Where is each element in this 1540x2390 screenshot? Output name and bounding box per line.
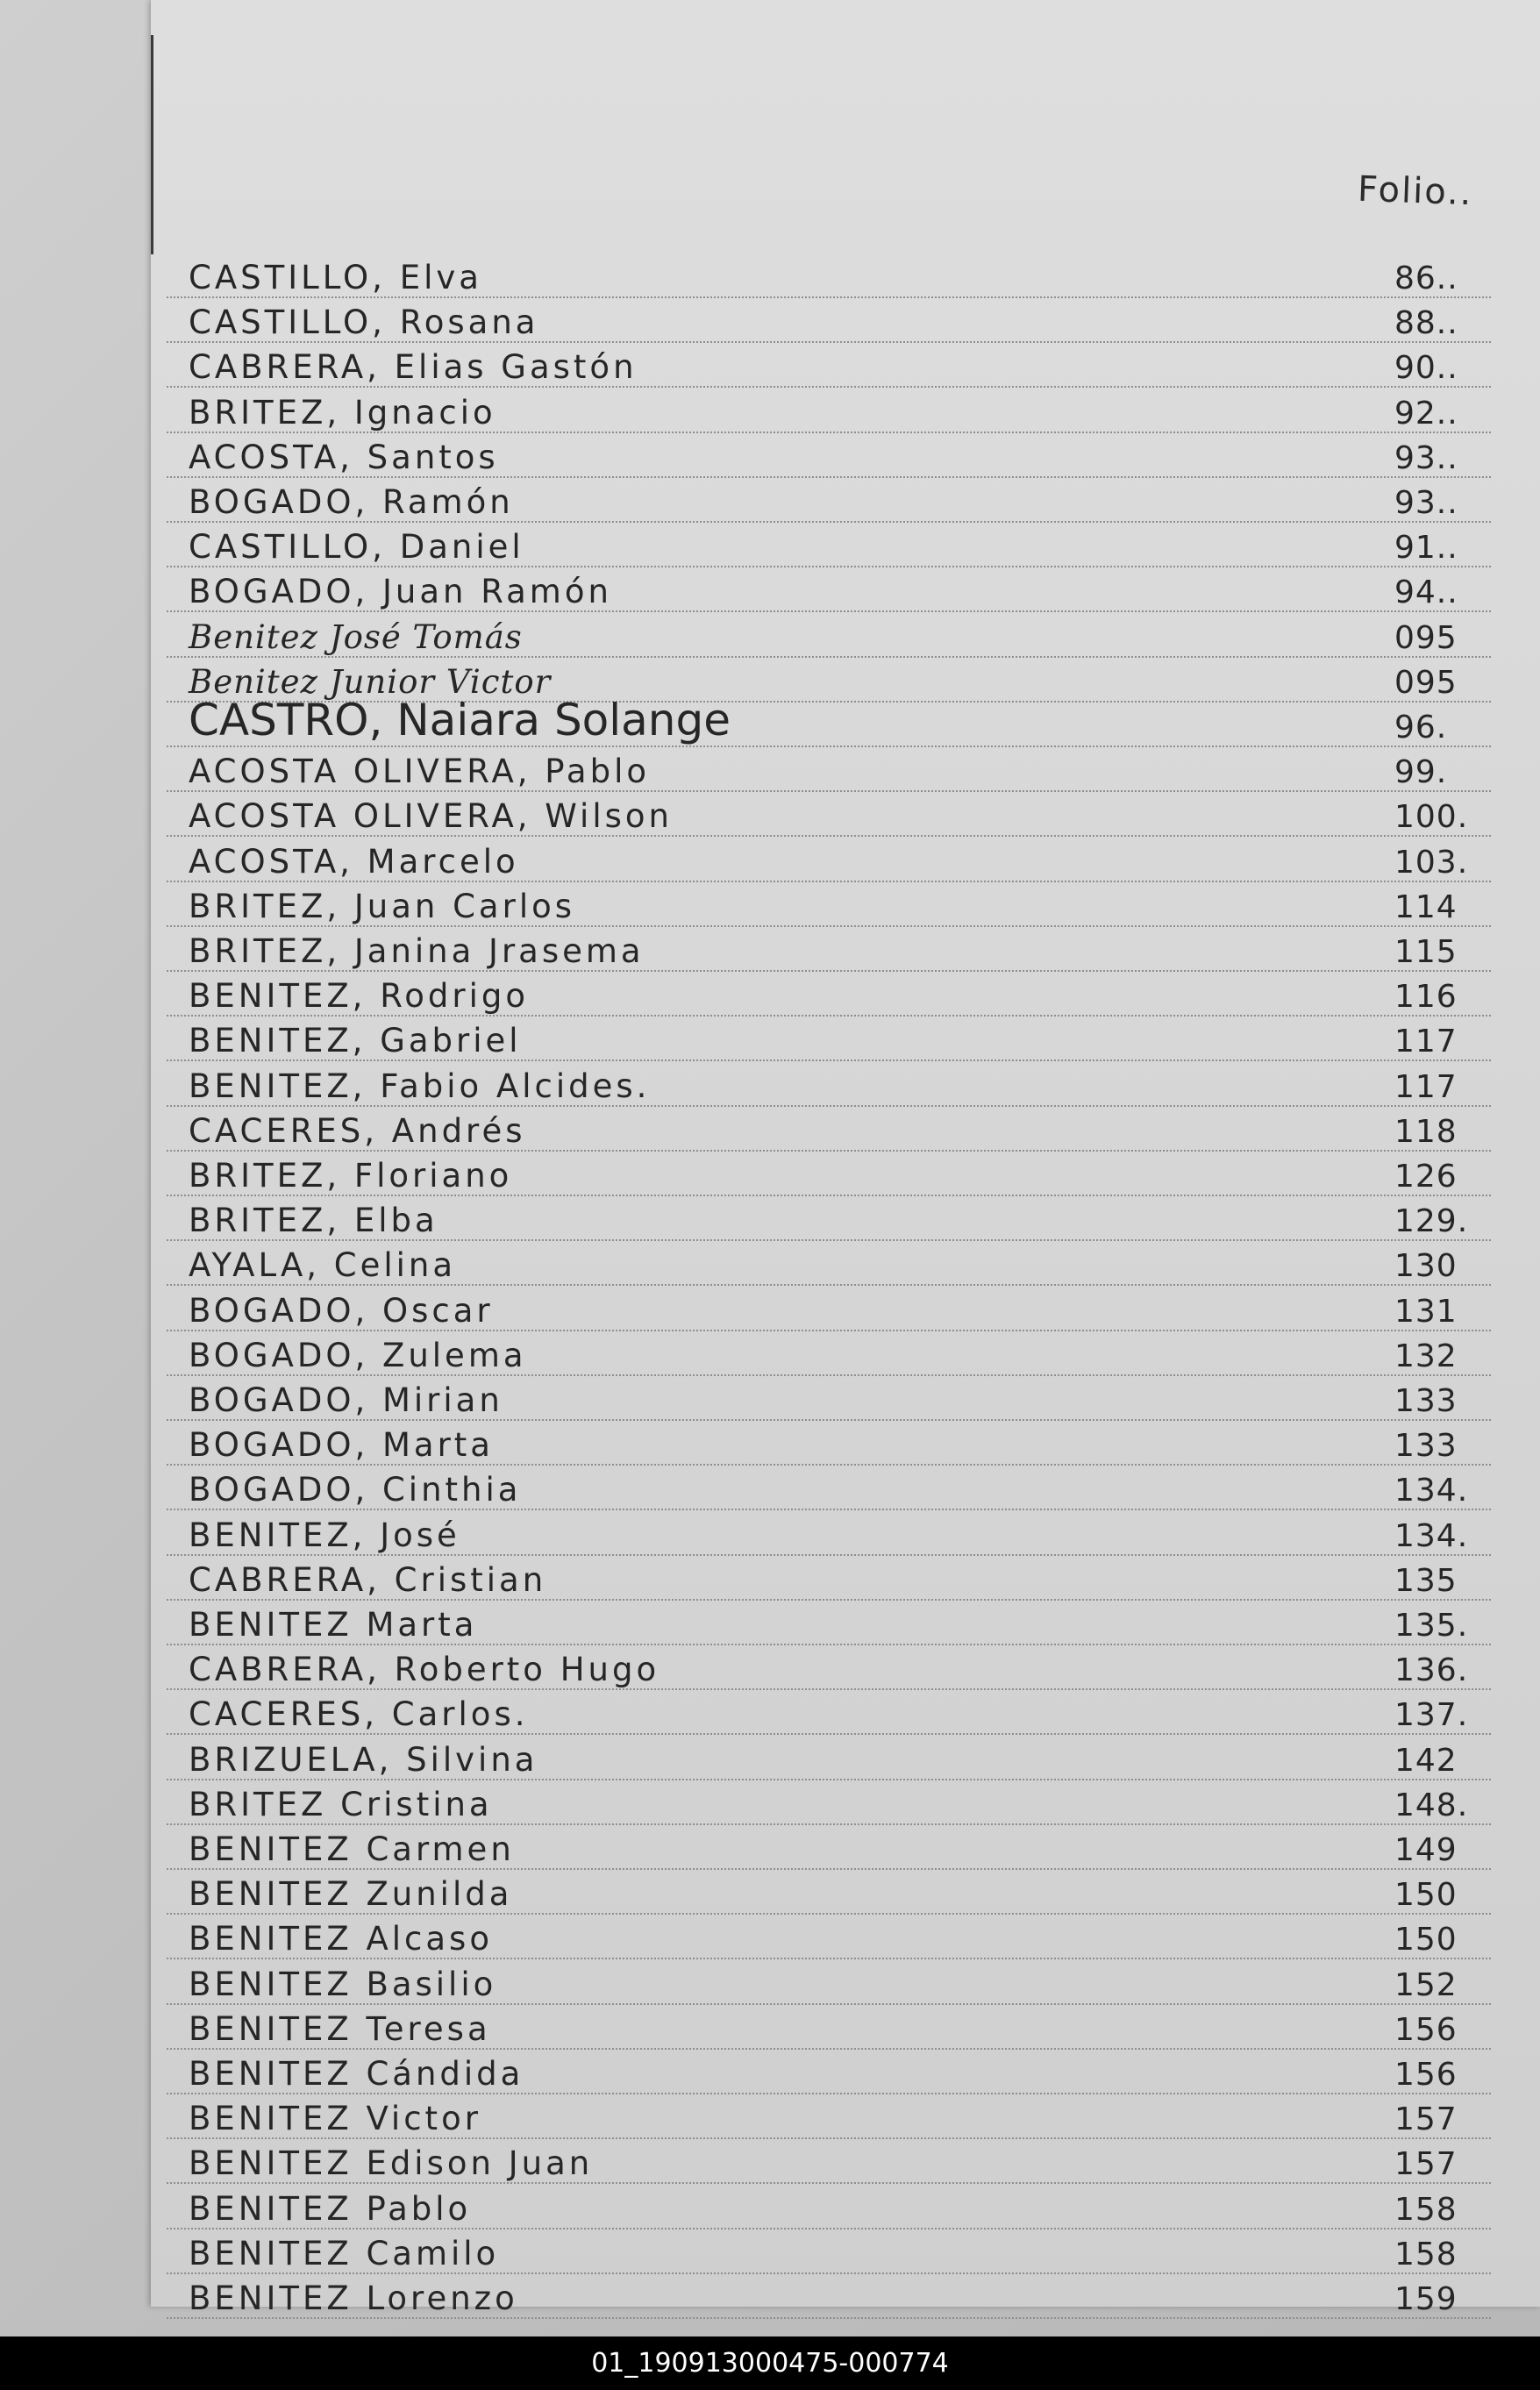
register-entry: [0, 2095, 1540, 2141]
entry-folio: 158: [1394, 2236, 1458, 2272]
entry-folio: 100.: [1394, 799, 1469, 836]
entry-name: BENITEZ Cándida: [189, 2055, 524, 2093]
entry-name: BENITEZ, Gabriel: [189, 1022, 522, 1060]
entry-name: BENITEZ Edison Juan: [189, 2144, 594, 2183]
entry-name: BRITEZ, Juan Carlos: [189, 887, 576, 925]
entry-folio: 133: [1394, 1383, 1458, 1419]
entry-folio: 114: [1394, 888, 1458, 925]
entry-folio: 157: [1394, 2101, 1458, 2138]
register-entry: [0, 1557, 1540, 1602]
entry-name: BENITEZ Alcaso: [189, 1920, 493, 1958]
register-entry: [0, 614, 1540, 660]
entry-folio: 88..: [1394, 305, 1458, 342]
entry-folio: 116: [1394, 979, 1458, 1016]
entry-name: CABRERA, Cristian: [189, 1560, 547, 1599]
entry-name: ACOSTA, Santos: [189, 438, 499, 476]
entry-name: BENITEZ, José: [189, 1516, 460, 1554]
entry-name: BENITEZ Victor: [189, 2100, 481, 2138]
entry-name: BRITEZ, Elba: [189, 1202, 438, 1240]
register-entry: [0, 2006, 1540, 2051]
entry-folio: 152: [1394, 1966, 1458, 2003]
entry-folio: 131: [1394, 1293, 1458, 1330]
entry-name: CASTILLO, Elva: [189, 259, 482, 296]
entry-name: CASTRO, Naiara Solange: [189, 695, 731, 746]
entry-folio: 91..: [1394, 530, 1458, 567]
register-entry: [0, 1961, 1540, 2007]
register-entry: [0, 2051, 1540, 2096]
entry-name: CASTILLO, Rosana: [189, 303, 539, 342]
entry-folio: 156: [1394, 2057, 1458, 2093]
entry-name: ACOSTA, Marcelo: [189, 842, 519, 881]
entry-folio: 99.: [1394, 754, 1448, 791]
entry-folio: 117: [1394, 1024, 1458, 1060]
entry-name: BOGADO, Ramón: [189, 483, 514, 521]
entry-name: BRITEZ, Janina Jrasema: [189, 932, 645, 970]
entry-folio: 137.: [1394, 1697, 1469, 1734]
register-entry: [0, 1871, 1540, 1916]
entry-folio: 149: [1394, 1832, 1458, 1868]
entry-name: CASTILLO, Daniel: [189, 528, 524, 567]
register-entry: [0, 1152, 1540, 1198]
entry-folio: 095: [1394, 619, 1458, 656]
entry-name: CACERES, Andrés: [189, 1111, 526, 1150]
register-entry: [0, 748, 1540, 794]
register-entry: [0, 389, 1540, 435]
entry-folio: 94..: [1394, 574, 1458, 611]
entry-folio: 150: [1394, 1922, 1458, 1958]
entry-folio: 93..: [1394, 439, 1458, 476]
entry-folio: 150: [1394, 1877, 1458, 1914]
register-entry: [0, 1063, 1540, 1109]
entry-name: BOGADO, Mirian: [189, 1381, 503, 1419]
entry-name: ACOSTA OLIVERA, Pablo: [189, 753, 651, 791]
entry-folio: 130: [1394, 1248, 1458, 1285]
entry-folio: 115: [1394, 934, 1458, 970]
entry-folio: 148.: [1394, 1787, 1469, 1823]
register-entry: [0, 1826, 1540, 1872]
entry-folio: 92..: [1394, 395, 1458, 432]
entry-name: BOGADO, Marta: [189, 1426, 494, 1465]
register-entry: [0, 2230, 1540, 2276]
register-entry: [0, 299, 1540, 345]
register-entry: [0, 883, 1540, 929]
entry-folio: 156: [1394, 2011, 1458, 2048]
entry-folio: 132: [1394, 1338, 1458, 1374]
register-entry: [0, 1288, 1540, 1333]
entry-name: Benitez Junior Victor: [189, 662, 552, 701]
entry-name: CACERES, Carlos.: [189, 1695, 529, 1734]
register-entry: [0, 434, 1540, 480]
register-entry: [0, 1737, 1540, 1782]
register-entry: [0, 1332, 1540, 1378]
entry-folio: 129.: [1394, 1203, 1469, 1240]
entry-name: BENITEZ Zunilda: [189, 1875, 513, 1914]
register-entry: [0, 1916, 1540, 1961]
folio-column-header: Folio..: [1357, 168, 1474, 214]
entry-name: CABRERA, Elias Gastón: [189, 348, 638, 387]
entry-name: BENITEZ, Rodrigo: [189, 977, 529, 1016]
register-entry: [0, 2275, 1540, 2321]
entry-name: BRIZUELA, Silvina: [189, 1740, 538, 1779]
entry-name: BENITEZ Camilo: [189, 2234, 500, 2272]
entry-folio: 86..: [1394, 260, 1458, 296]
entry-folio: 158: [1394, 2191, 1458, 2228]
entry-name: ACOSTA OLIVERA, Wilson: [189, 797, 673, 836]
entry-name: BOGADO, Juan Ramón: [189, 573, 612, 611]
entry-folio: 134.: [1394, 1517, 1469, 1554]
register-entry: [0, 1377, 1540, 1423]
entry-name: BOGADO, Cinthia: [189, 1471, 522, 1509]
entry-folio: 118: [1394, 1113, 1458, 1150]
register-entry: [0, 1691, 1540, 1737]
entry-name: BOGADO, Oscar: [189, 1291, 494, 1330]
entry-name: BENITEZ Carmen: [189, 1830, 515, 1868]
entry-name: BENITEZ Pablo: [189, 2189, 472, 2228]
register-entry: [0, 1466, 1540, 1512]
entry-folio: 117: [1394, 1068, 1458, 1105]
entry-name: BRITEZ Cristina: [189, 1785, 493, 1823]
entry-folio: 133: [1394, 1428, 1458, 1465]
register-entry: [0, 695, 1540, 749]
register-entry: [0, 1017, 1540, 1063]
entry-folio: 103.: [1394, 844, 1469, 881]
entry-folio: 135: [1394, 1562, 1458, 1599]
entry-folio: 93..: [1394, 485, 1458, 521]
entry-name: CABRERA, Roberto Hugo: [189, 1651, 660, 1689]
entry-folio: 157: [1394, 2146, 1458, 2183]
register-entry: [0, 254, 1540, 300]
entry-folio: 135.: [1394, 1608, 1469, 1644]
entry-name: BENITEZ Basilio: [189, 1965, 497, 2003]
register-entry: [0, 344, 1540, 389]
register-entry: [0, 1108, 1540, 1153]
entry-name: AYALA, Celina: [189, 1246, 457, 1285]
register-entry: [0, 973, 1540, 1018]
entry-folio: 159: [1394, 2281, 1458, 2317]
register-entry: [0, 1197, 1540, 1243]
register-entry: [0, 2140, 1540, 2186]
entry-name: BENITEZ Teresa: [189, 2009, 491, 2048]
register-entry: [0, 793, 1540, 838]
document-id-footer: 01_190913000475-000774: [591, 2348, 949, 2379]
register-entry: [0, 838, 1540, 884]
register-entry: [0, 1646, 1540, 1692]
register-entry: [0, 1781, 1540, 1827]
register-entry: [0, 1512, 1540, 1558]
entry-name: Benitez José Tomás: [189, 617, 523, 656]
entry-folio: 96.: [1394, 710, 1448, 746]
register-entry: [0, 1422, 1540, 1467]
entry-folio: 136.: [1394, 1652, 1469, 1689]
entry-folio: 90..: [1394, 350, 1458, 387]
entry-folio: 142: [1394, 1742, 1458, 1779]
entry-folio: 126: [1394, 1159, 1458, 1195]
entry-folio: 134.: [1394, 1473, 1469, 1509]
register-entry: [0, 524, 1540, 569]
register-entry: [0, 928, 1540, 974]
register-entry: [0, 2186, 1540, 2231]
register-entry: [0, 479, 1540, 524]
entry-name: BOGADO, Zulema: [189, 1336, 527, 1374]
register-entry: [0, 568, 1540, 614]
entry-name: BENITEZ Marta: [189, 1606, 478, 1644]
entry-name: BRITEZ, Ignacio: [189, 393, 496, 432]
register-entry: [0, 1242, 1540, 1288]
entry-name: BRITEZ, Floriano: [189, 1157, 513, 1195]
register-entry: [0, 1602, 1540, 1647]
entry-name: BENITEZ, Fabio Alcides.: [189, 1067, 651, 1105]
entry-folio: 095: [1394, 664, 1458, 701]
entry-name: BENITEZ Lorenzo: [189, 2279, 518, 2317]
